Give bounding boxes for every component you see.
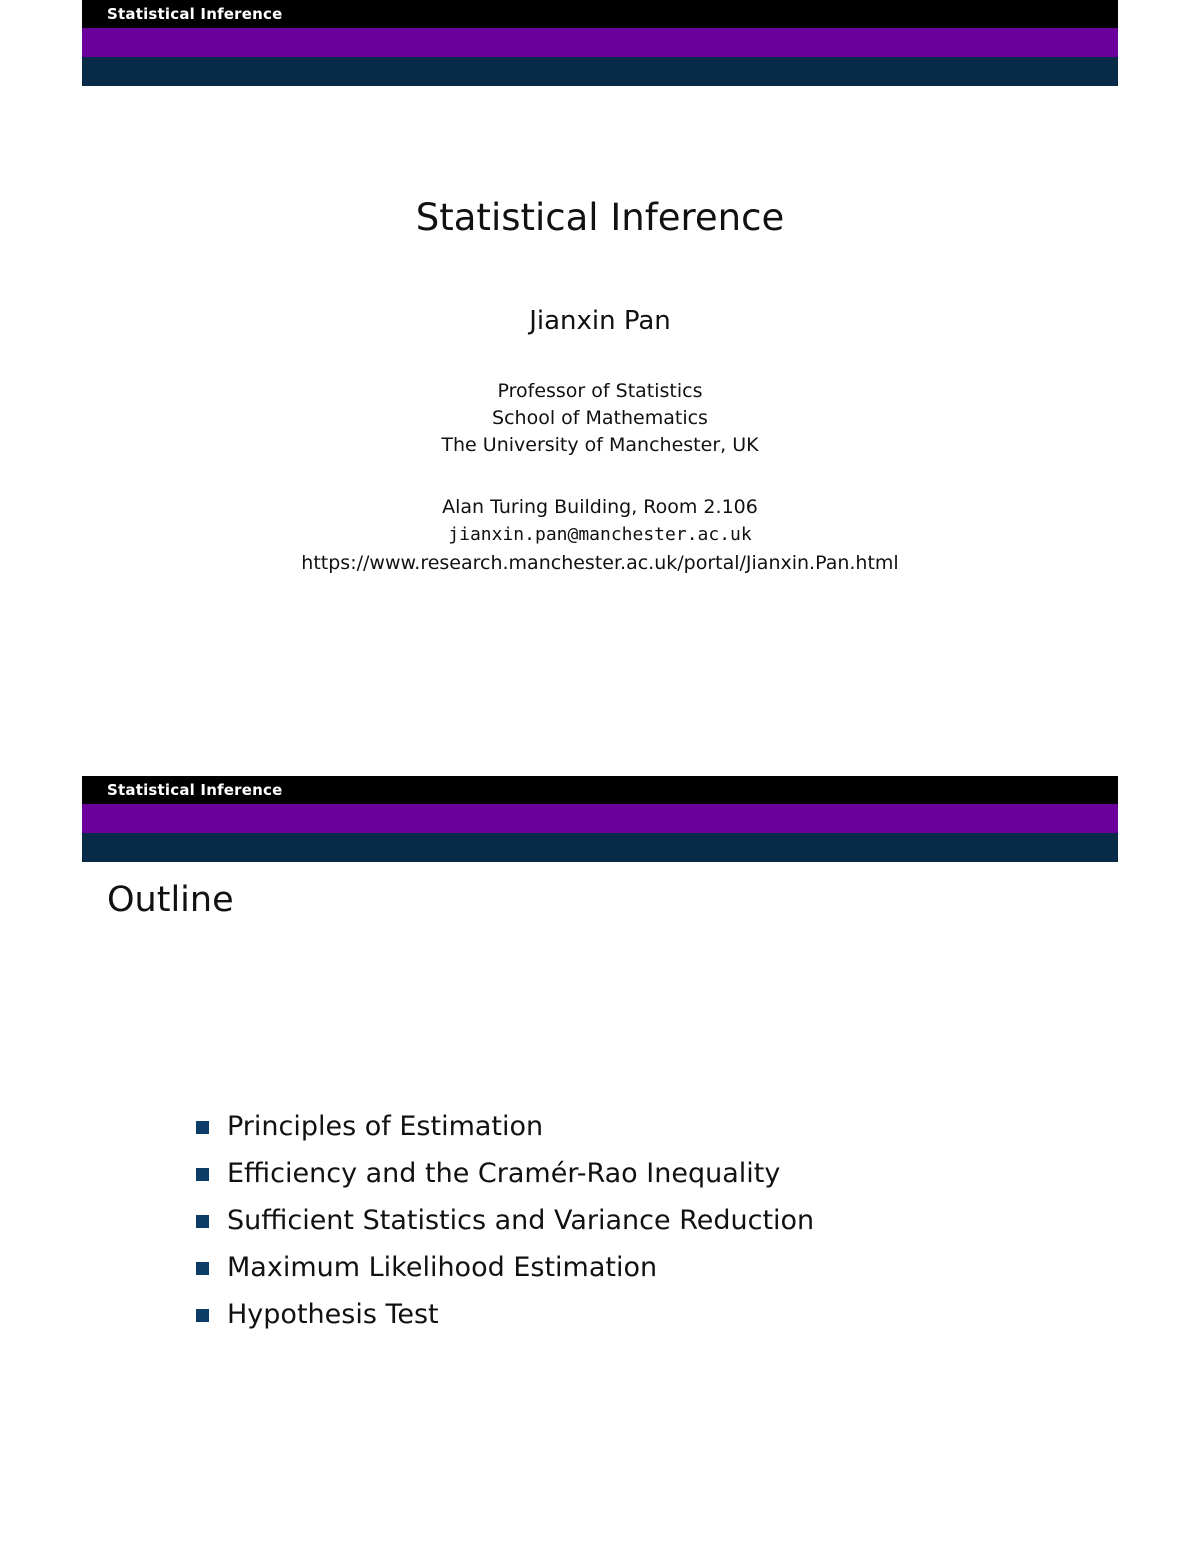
affiliation-university: The University of Manchester, UK: [441, 434, 759, 456]
outline-item: [196, 1244, 814, 1291]
square-bullet-icon: [196, 1309, 209, 1322]
email-link[interactable]: jianxin.pan@manchester.ac.uk: [448, 524, 752, 545]
presentation-title: Statistical Inference: [415, 196, 785, 239]
outline-item-label: Efficiency and the Cramér-Rao Inequality: [227, 1158, 781, 1189]
homepage-link[interactable]: https://www.research.manchester.ac.uk/portal/Jianxin.Pan.html: [301, 552, 899, 574]
outline-item: [196, 1103, 814, 1150]
header-navy-band: [82, 57, 1118, 86]
header-purple-band: [82, 28, 1118, 57]
affiliation-position: Professor of Statistics: [497, 380, 703, 402]
slide-header: [82, 0, 1118, 86]
outline-item-label: Principles of Estimation: [227, 1111, 544, 1142]
square-bullet-icon: [196, 1168, 209, 1181]
slide-header: [82, 776, 1118, 862]
author-name: Jianxin Pan: [529, 306, 671, 336]
affiliation-school: School of Mathematics: [492, 407, 708, 429]
office-location: Alan Turing Building, Room 2.106: [442, 496, 758, 518]
outline-slide: [82, 776, 1118, 1536]
square-bullet-icon: [196, 1215, 209, 1228]
outline-item: [196, 1197, 814, 1244]
outline-list: [196, 1103, 814, 1338]
outline-item: [196, 1150, 814, 1197]
header-purple-band: [82, 804, 1118, 833]
frame-title: Outline: [107, 880, 234, 920]
outline-item: [196, 1291, 814, 1338]
outline-item-label: Hypothesis Test: [227, 1299, 439, 1330]
header-navy-band: [82, 833, 1118, 862]
header-label: Statistical Inference: [107, 5, 283, 23]
affiliation-block: [82, 378, 1118, 459]
header-label: Statistical Inference: [107, 781, 283, 799]
square-bullet-icon: [196, 1121, 209, 1134]
outline-item-label: Maximum Likelihood Estimation: [227, 1252, 658, 1283]
outline-item-label: Sufficient Statistics and Variance Reduction: [227, 1205, 815, 1236]
square-bullet-icon: [196, 1262, 209, 1275]
contact-block: [82, 493, 1118, 577]
title-slide: [82, 0, 1118, 760]
